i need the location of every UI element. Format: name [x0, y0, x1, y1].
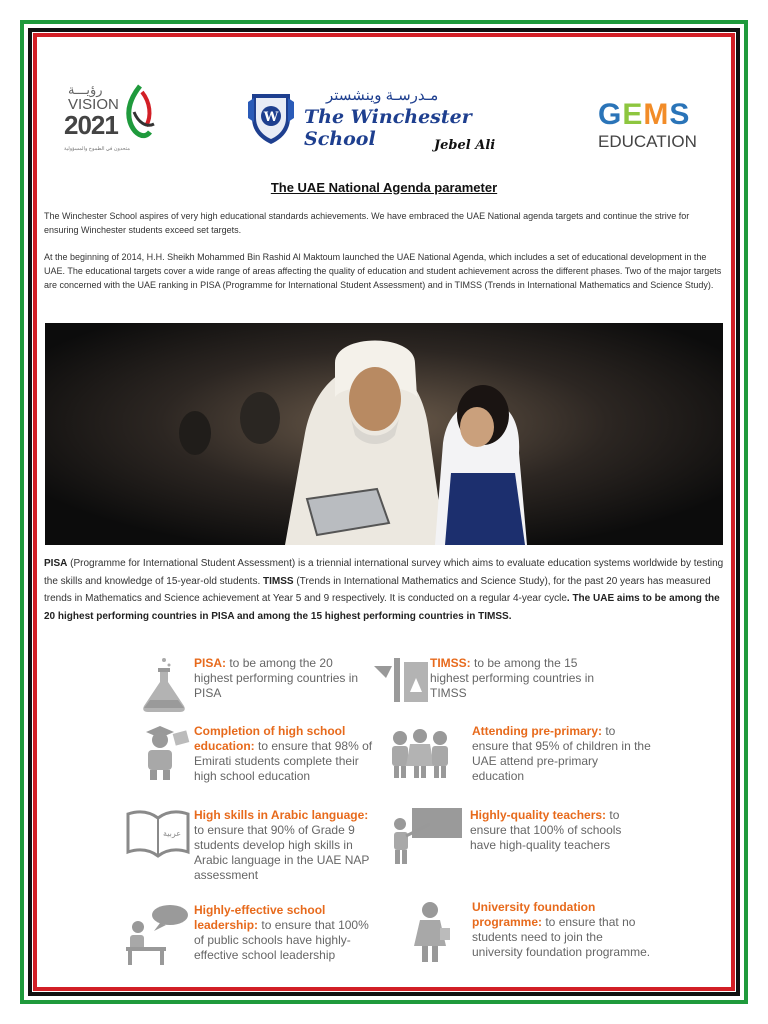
gems-education-label: EDUCATION	[598, 132, 697, 151]
target-text: High skills in Arabic language: to ensure that 90% of Grade 9 students develop high skills in Arabic language in the UAE NAP assessment	[194, 808, 370, 882]
hero-photo	[45, 323, 723, 545]
target-text: Highly-quality teachers: to ensure that 100% of schools have high-quality teachers	[470, 808, 622, 852]
gems-word: GEMS	[598, 98, 691, 131]
vision-2021-logo	[60, 82, 160, 164]
intro-paragraph: The Winchester School aspires of very high educational standards achievements. We have embraced the UAE National agenda targets and continue the strive for ensuring Winchester students exceed set targets.	[44, 211, 690, 235]
arabic-book-icon	[126, 808, 190, 864]
ruler-notebook-icon	[372, 656, 428, 712]
pisa-term: PISA	[44, 558, 68, 569]
school-crest-icon	[246, 88, 296, 146]
school-logo	[246, 86, 516, 166]
uae-aim-statement: . The UAE aims to be among the 20 highest performing countries in PISA and among the 15 highest performing countries in TIMSS.	[44, 593, 720, 622]
school-name: The Winchester School	[304, 106, 472, 150]
timss-description: (Trends in International Mathematics and Science Study), for the past 20 years has measured trends in Mathematics and Science achievement at Year 5 and 9 respectively. It is conducted on a regular 4-year cycle	[44, 575, 711, 604]
target-text: University foundation programme: to ensure that no students need to join the university foundation programme.	[472, 900, 651, 959]
vision-subtitle: متحدون في الطموح والمسؤولية	[64, 146, 130, 152]
vision-year: 2021	[64, 110, 118, 140]
vision-word: VISION	[68, 96, 119, 113]
vision-emblem-icon	[122, 82, 158, 146]
target-text: Highly-effective school leadership: to ensure that 100% of public schools have highly-effective school leadership	[194, 903, 369, 962]
school-arabic-name: مـدرسـة وينشستر	[326, 87, 439, 104]
target-text: Completion of high school education: to ensure that 98% of Emirati students complete their high school education	[194, 724, 373, 783]
leader-desk-icon	[124, 903, 190, 965]
vision-arabic: رؤيـــة	[68, 82, 103, 97]
pisa-description: (Programme for International Student Assessment) is a triennial international survey which aims to evaluate education systems worldwide by testing the skills and knowledge of 15-year-old students.	[44, 558, 724, 587]
svg-text:W: W	[263, 110, 279, 125]
agenda-paragraph: At the beginning of 2014, H.H. Sheikh Mohammed Bin Rashid Al Maktoum launched the UAE National Agenda, which includes a set of educational development in the UAE. The educational targets cover a wide range of areas affecting the quality of education and student achievement across the different phases. Two of the major targets are concerned with the UAE ranking in PISA (Programme for International Student Assessment) and in TIMSS (Trends in International Mathematics and Science Study).	[44, 252, 722, 290]
school-location: Jebel Ali	[434, 138, 496, 153]
target-text: TIMSS: to be among the 15 highest performing countries in TIMSS	[430, 656, 595, 700]
university-student-icon	[410, 900, 454, 964]
flask-icon	[136, 656, 192, 712]
target-text: Attending pre-primary: to ensure that 95% of children in the UAE attend pre-primary education	[472, 724, 651, 783]
pisa-timss-paragraph	[44, 555, 726, 625]
graduate-student-icon	[136, 724, 192, 780]
page-title: The UAE National Agenda parameter	[270, 180, 498, 195]
timss-term: TIMSS	[263, 575, 294, 587]
children-group-icon	[388, 724, 452, 780]
gems-education-logo	[596, 98, 716, 158]
photo-illustration	[45, 323, 723, 545]
target-text: PISA: to be among the 20 highest performing countries in PISA	[194, 656, 359, 700]
teacher-board-icon	[390, 808, 464, 864]
svg-text:عربية: عربية	[162, 829, 182, 838]
